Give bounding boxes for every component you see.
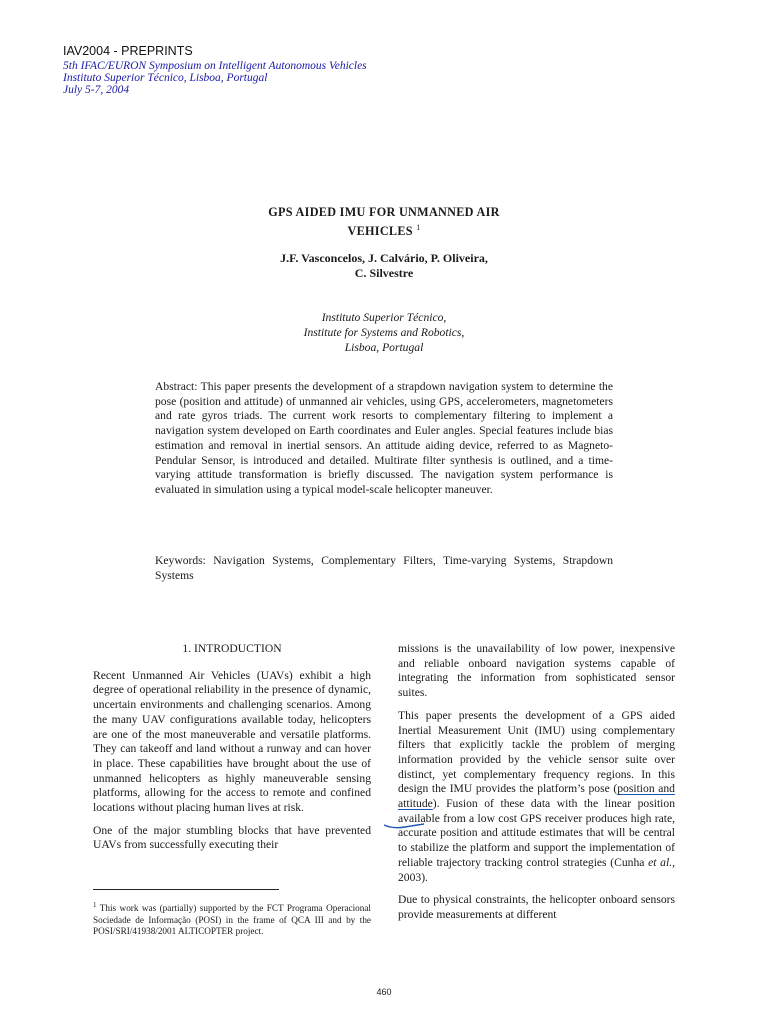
pen-annotation-curve xyxy=(383,820,425,830)
right-paragraph-2-start: This paper presents the development of a GPS aided Inertial Measurement Unit (IMU) using complementary filters that explicitly tackle the problem of merging information provided by the vehicle sensor suite over distinct, yet complementary frequency regions. In this design the IMU provides the platform’s pose ( xyxy=(398,708,675,796)
footnote-text: This work was (partially) supported by the FCT Programa Operacional Sociedade de Informação (POSI) in the frame of QCA III and by the POSI/SRI/41938/2001 ALTICOPTER project. xyxy=(93,903,371,937)
right-paragraph-2-end: , 2003). xyxy=(398,855,675,884)
citation-et-al: et al. xyxy=(648,855,673,869)
intro-paragraph-2: One of the major stumbling blocks that have prevented UAVs from successfully executing their xyxy=(93,823,371,852)
section-heading-introduction: 1. INTRODUCTION xyxy=(182,642,282,655)
intro-paragraph-1: Recent Unmanned Air Vehicles (UAVs) exhibit a high degree of operational reliability in the presence of dynamic, uncertain environments and challenging scenarios. Among the many UAV configurations available today, helicopters are one of the most maneuverable and versatile platforms. They can takeoff and land without a runway and can hover in place. These capabilities have brought about the use of unmanned helicopters as highly maneuverable sensing platforms, allowing for the access to remote and confined locations without placing human lives at risk. xyxy=(93,668,371,815)
venue-line: Instituto Superior Técnico, Lisboa, Portugal xyxy=(63,72,268,84)
affiliation-line-1: Instituto Superior Técnico, xyxy=(321,311,447,324)
footnote-divider xyxy=(93,889,279,890)
underlined-annotation: position and attitude xyxy=(398,782,675,811)
footnote xyxy=(93,900,371,938)
affiliation xyxy=(0,310,768,355)
preprints-label: IAV2004 - PREPRINTS xyxy=(63,44,193,58)
affiliation-line-3: Lisboa, Portugal xyxy=(344,341,424,354)
affiliation-line-2: Institute for Systems and Robotics, xyxy=(303,326,465,339)
conference-header xyxy=(63,44,367,96)
paper-title xyxy=(0,205,768,239)
symposium-line: 5th IFAC/EURON Symposium on Intelligent Autonomous Vehicles xyxy=(63,60,367,72)
keywords: Keywords: Navigation Systems, Complementary Filters, Time-varying Systems, Strapdown Systems xyxy=(155,554,613,582)
right-paragraph-2 xyxy=(398,709,675,885)
right-paragraph-3: Due to physical constraints, the helicopter onboard sensors provide measurements at different xyxy=(398,893,675,921)
footnote-mark: 1 xyxy=(93,901,97,909)
author-list xyxy=(0,251,768,281)
title-line-2 xyxy=(0,220,768,239)
abstract: Abstract: This paper presents the development of a strapdown navigation system to determine the pose (position and attitude) of unmanned air vehicles, using GPS, accelerometers, magnetometers and rate gyros triads. The current work resorts to complementary filtering to implement a navigation system developed on Earth coordinates and Euler angles. Special features include bias estimation and removal in inertial sensors. An attitude aiding device, referred to as Magneto-Pendular Sensor, is introduced and detailed. Multirate filter synthesis is outlined, and a time-varying attitude transformation is briefly discussed. The navigation system performance is evaluated in simulation using a typical model-scale helicopter maneuver. xyxy=(155,380,613,496)
title-line-1: GPS AIDED IMU FOR UNMANNED AIR xyxy=(268,205,500,219)
title-line-2-text: VEHICLES xyxy=(347,224,413,239)
title-footnote-mark: 1 xyxy=(416,223,421,232)
page-number: 460 xyxy=(376,987,392,997)
right-column xyxy=(398,642,675,931)
authors-line-2: C. Silvestre xyxy=(354,266,414,280)
right-paragraph-1: missions is the unavailability of low power, inexpensive and reliable onboard navigation systems capable of integrating the information from sophisticated sensor suites. xyxy=(398,642,675,700)
left-column xyxy=(93,642,371,861)
right-paragraph-2-middle: ). Fusion of these data with the linear position available from a low cost GPS receiver produces high rate, accurate position and attitude estimates that will be central to stabilize the platform and support the implementation of reliable trajectory tracking control strategies (Cunha xyxy=(398,797,675,869)
authors-line-1: J.F. Vasconcelos, J. Calvário, P. Oliveira, xyxy=(280,251,488,265)
date-line: July 5-7, 2004 xyxy=(63,84,130,96)
